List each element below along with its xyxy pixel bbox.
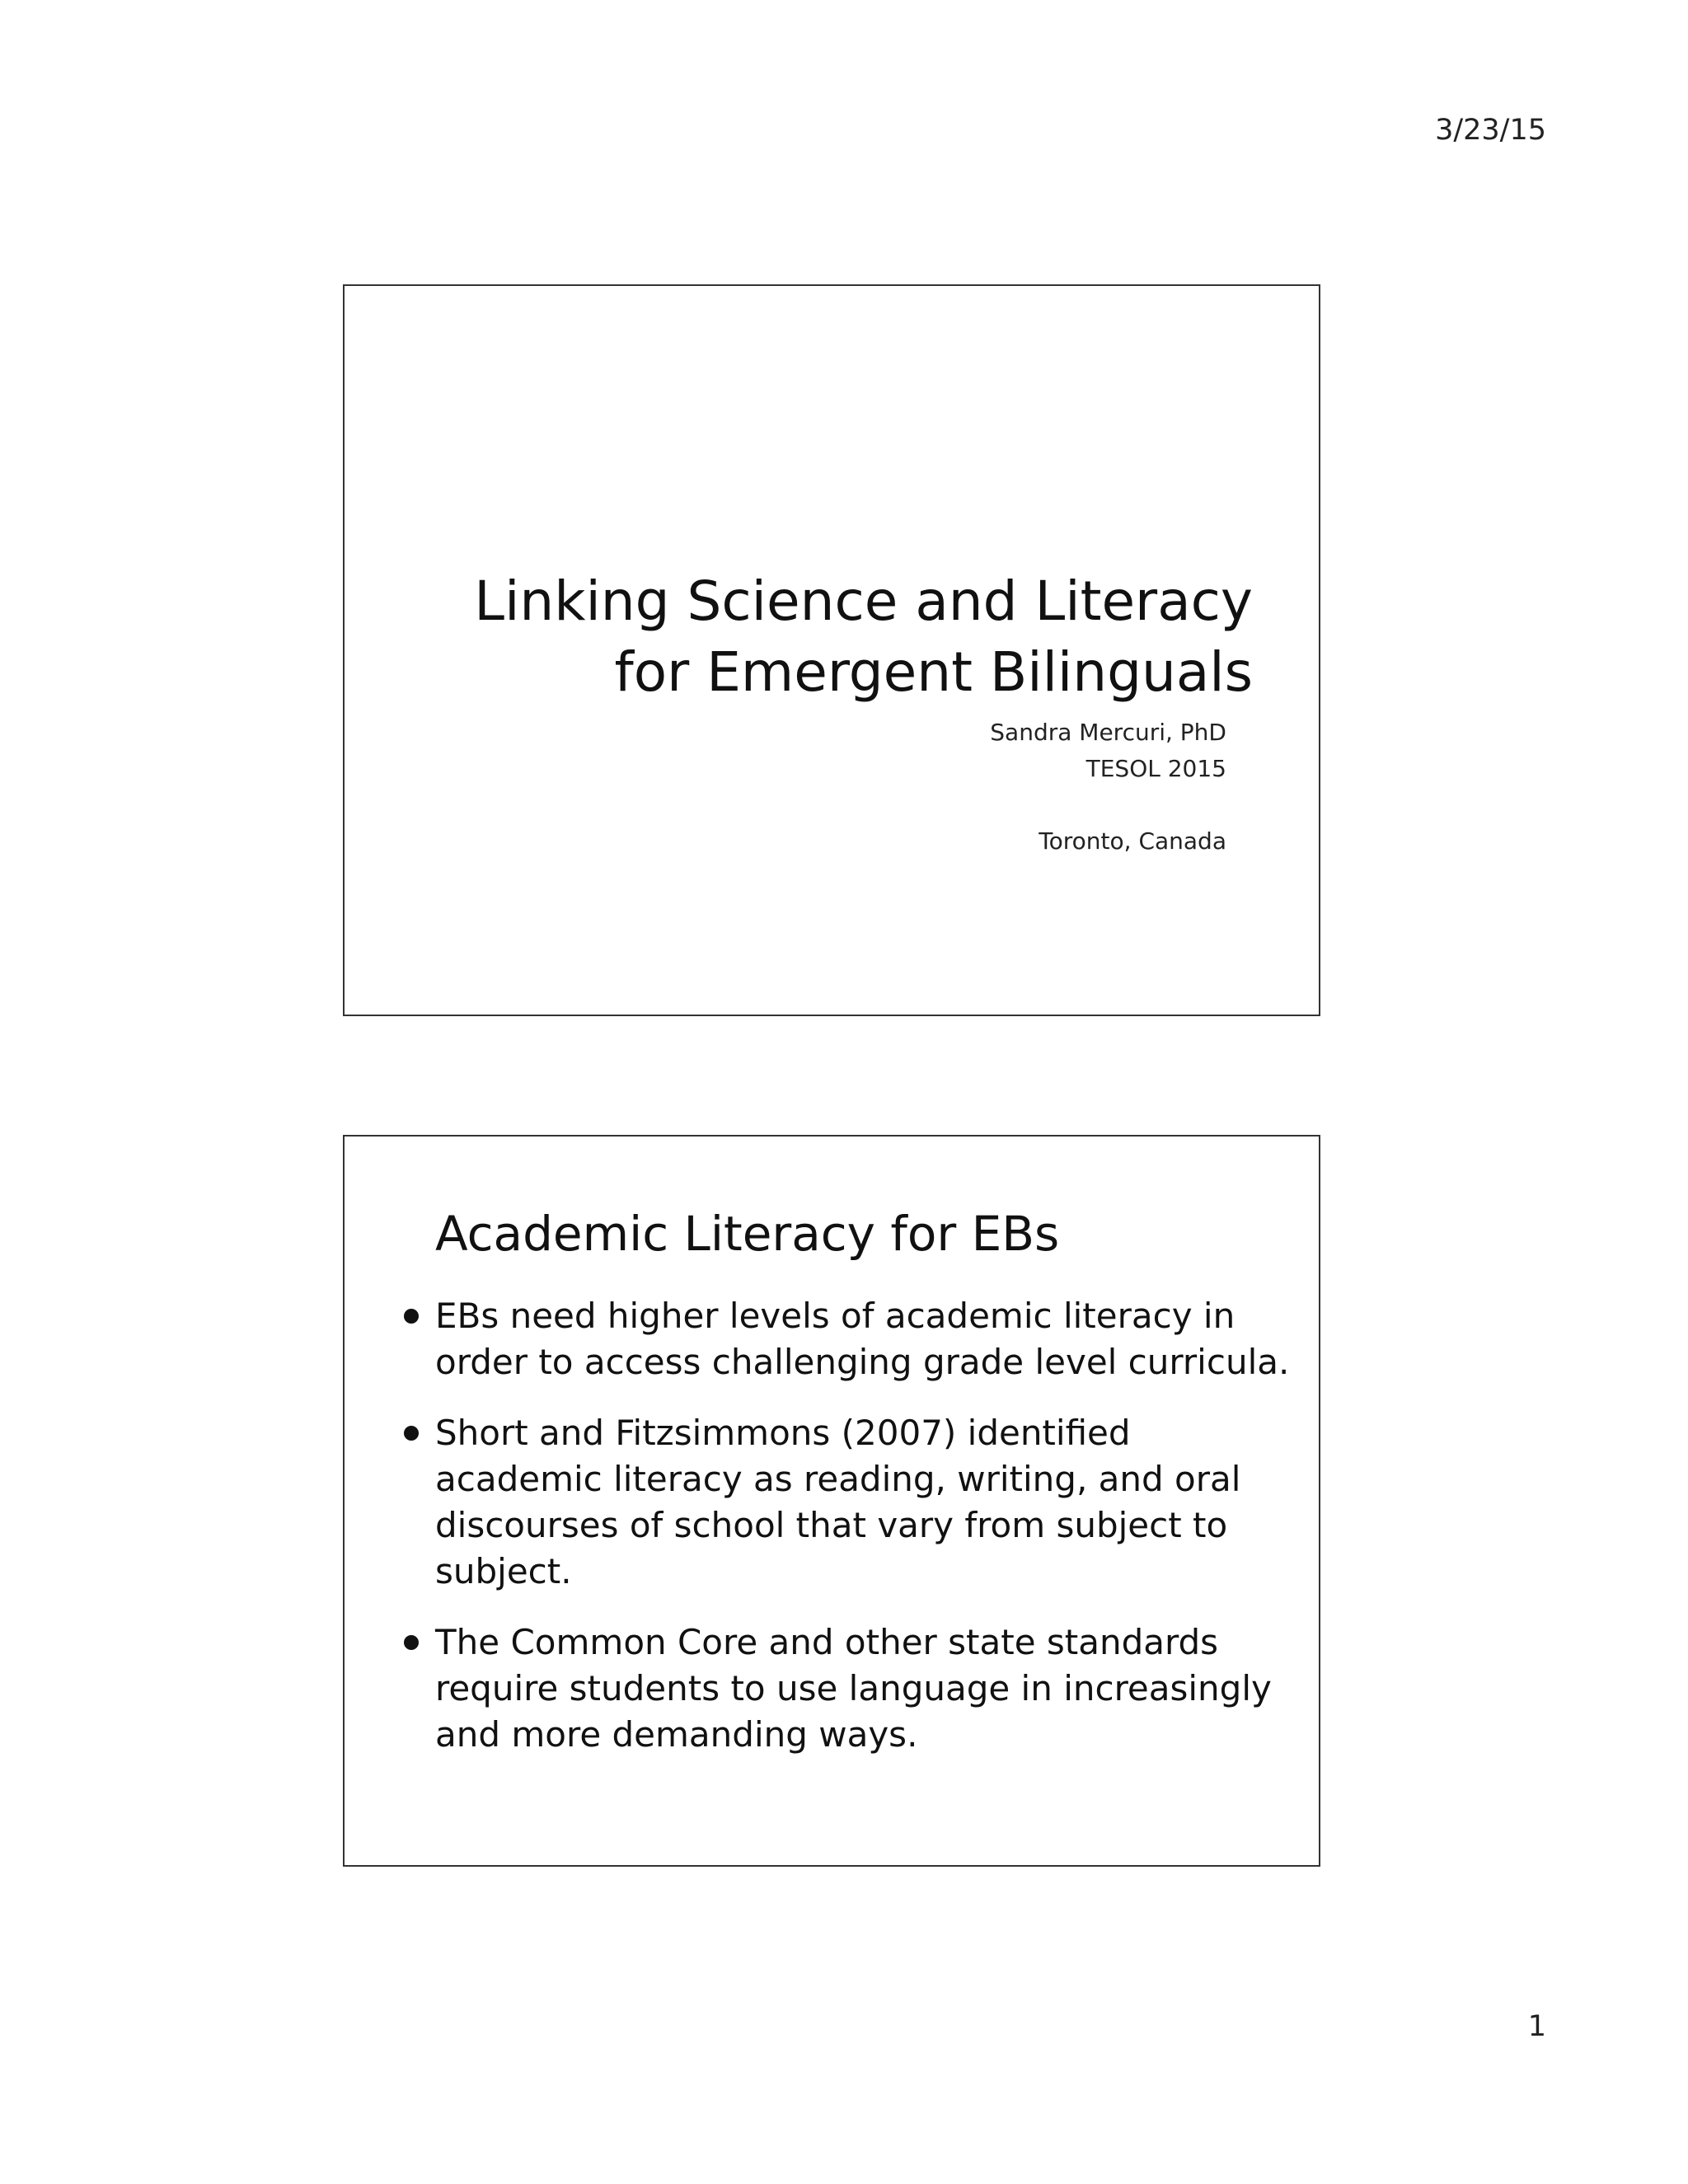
bullet-list [404, 1293, 1294, 1783]
bullet-line: order to access challenging grade level curricula. [435, 1342, 1290, 1382]
bullet-line: discourses of school that vary from subject to [435, 1505, 1228, 1545]
slide-heading: Academic Literacy for EBs [435, 1206, 1060, 1262]
page-date: 3/23/15 [1435, 114, 1546, 147]
event-location: Toronto, Canada [1039, 827, 1226, 855]
presentation-meta [990, 715, 1226, 860]
title-slide [343, 284, 1320, 1016]
bullet-icon [404, 1426, 419, 1441]
author-name: Sandra Mercuri, PhD [990, 719, 1226, 746]
bullet-icon [404, 1635, 419, 1650]
bullet-line: academic literacy as reading, writing, and oral [435, 1459, 1241, 1499]
meta-spacer [990, 787, 1226, 823]
bullet-icon [404, 1309, 419, 1324]
content-slide [343, 1135, 1320, 1867]
bullet-item [404, 1293, 1294, 1385]
bullet-line: require students to use language in increasingly [435, 1668, 1272, 1708]
bullet-line: subject. [435, 1551, 572, 1591]
slide-title-line-2: for Emergent Bilinguals [614, 640, 1253, 704]
page-number: 1 [1527, 2010, 1546, 2043]
bullet-line: The Common Core and other state standards [435, 1622, 1219, 1662]
bullet-item [404, 1410, 1294, 1595]
event-name: TESOL 2015 [1085, 755, 1226, 782]
bullet-line: and more demanding ways. [435, 1714, 918, 1755]
slide-title [474, 566, 1253, 708]
bullet-line: Short and Fitzsimmons (2007) identified [435, 1413, 1131, 1453]
bullet-line: EBs need higher levels of academic literacy in [435, 1296, 1236, 1336]
bullet-item [404, 1619, 1294, 1758]
slide-title-line-1: Linking Science and Literacy [474, 569, 1253, 633]
